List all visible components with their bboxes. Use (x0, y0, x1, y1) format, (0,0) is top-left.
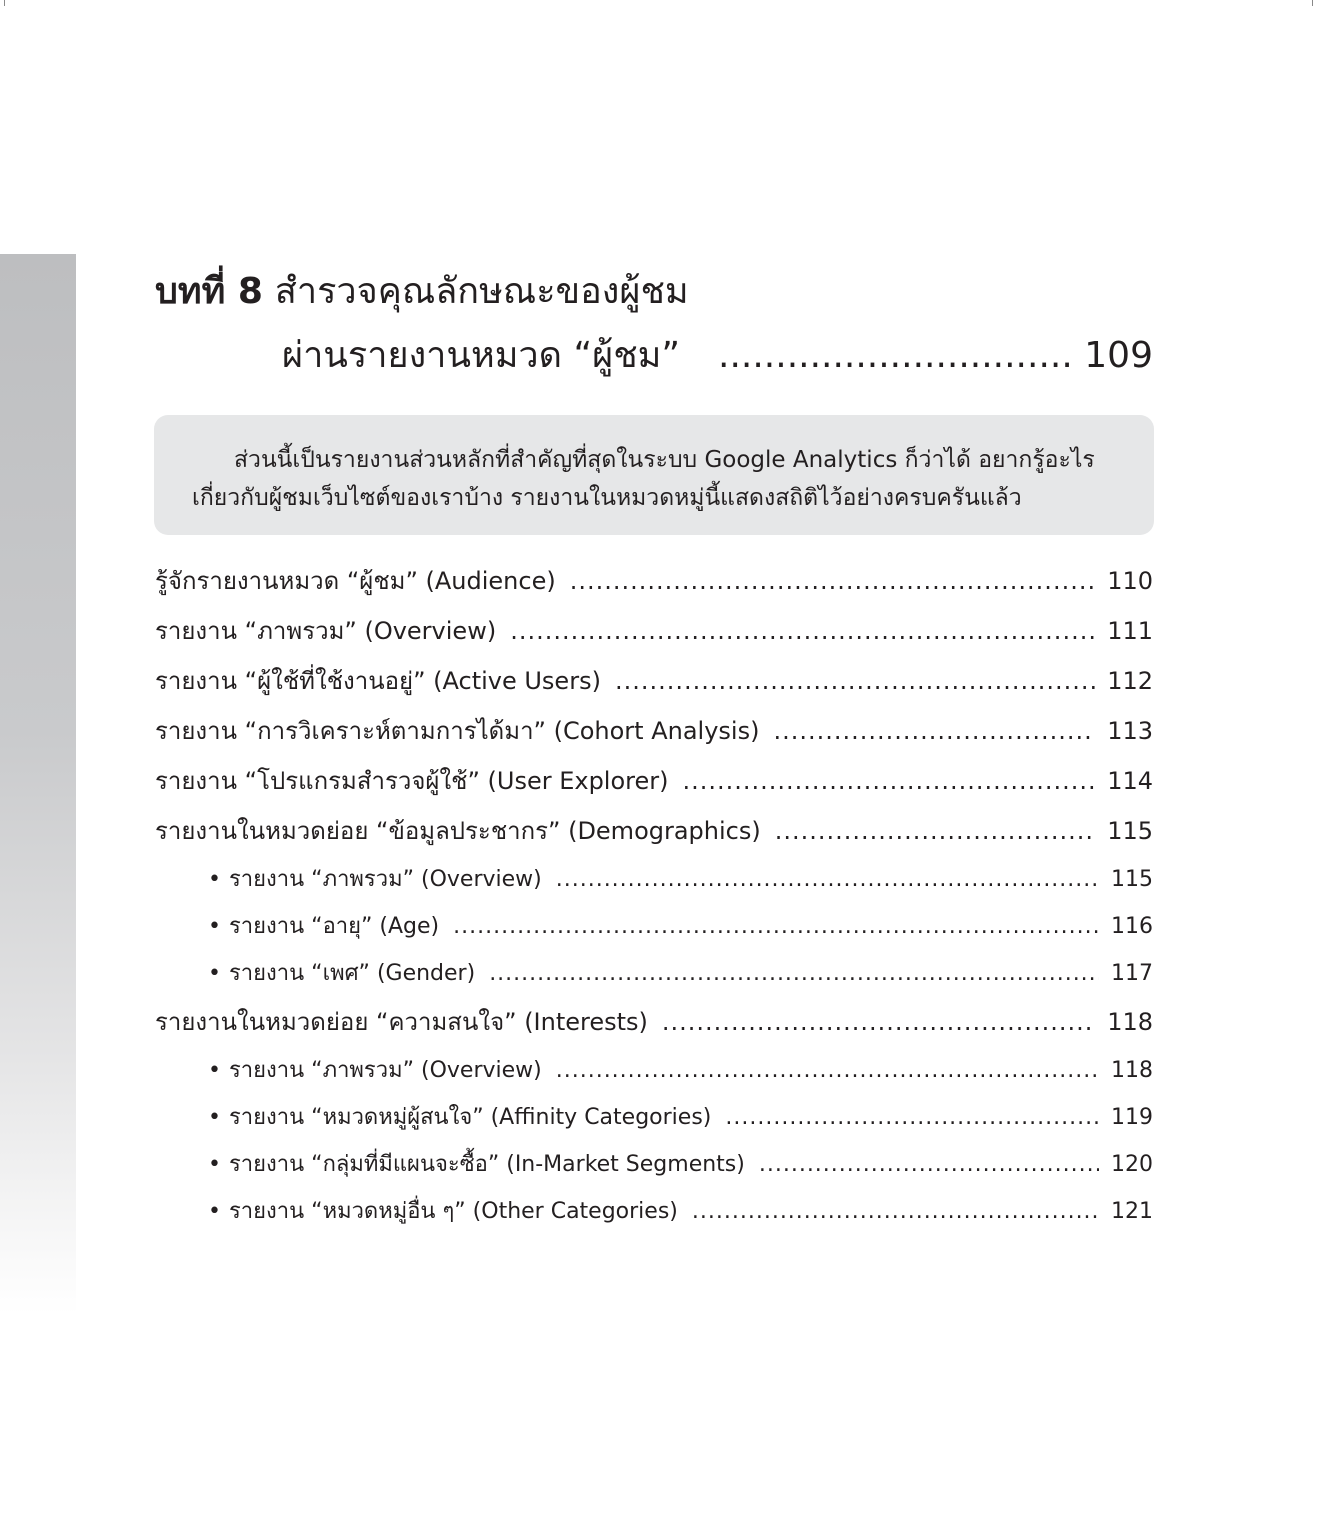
toc-entry-page: 116 (1111, 914, 1153, 939)
toc-entry-page: 118 (1111, 1058, 1153, 1083)
toc-entry-title: รายงาน “หมวดหมู่ผู้สนใจ” (Affinity Categories) (228, 1105, 712, 1130)
bullet-icon: • (208, 1152, 221, 1177)
toc-subentry[interactable] (155, 856, 1153, 903)
toc-entry-title: รู้จักรายงานหมวด “ผู้ชม” (Audience) (155, 567, 556, 595)
crop-mark-left (4, 0, 5, 6)
chapter-page-number: 109 (1084, 335, 1153, 376)
toc-entry[interactable] (155, 806, 1153, 856)
toc-entry[interactable] (155, 706, 1153, 756)
dot-leader (725, 1094, 1099, 1141)
toc-entry-page: 118 (1107, 1008, 1153, 1036)
toc-entry-page: 115 (1107, 817, 1153, 845)
toc-entry-title: รายงาน “โปรแกรมสำรวจผู้ใช้” (User Explorer) (155, 767, 669, 795)
bullet-icon: • (208, 1199, 221, 1224)
toc-subentry[interactable] (155, 903, 1153, 950)
toc-entry-title: รายงาน “หมวดหมู่อื่น ๆ” (Other Categories) (228, 1199, 678, 1224)
bullet-icon: • (208, 1105, 221, 1130)
dot-leader (453, 903, 1099, 950)
toc-entry[interactable] (155, 656, 1153, 706)
toc-entry-title: รายงาน “ผู้ใช้ที่ใช้งานอยู่” (Active Users) (155, 667, 601, 695)
toc-entry-page: 112 (1107, 667, 1153, 695)
toc-entry-title: รายงาน “ภาพรวม” (Overview) (228, 1058, 542, 1083)
chapter-summary-text: ส่วนนี้เป็นรายงานส่วนหลักที่สำคัญที่สุดในระบบ Google Analytics ก็ว่าได้ อยากรู้อะไรเกี่ยวกับผู้ชมเว็บไซต์ของเราบ้าง รายงานในหมวดหมู่นี้แสดงสถิติไว้อย่างครบครันแล้ว (192, 447, 1095, 511)
toc-entry-title: รายงานในหมวดย่อย “ข้อมูลประชากร” (Demographics) (155, 817, 761, 845)
toc-subentry[interactable] (155, 950, 1153, 997)
chapter-title-part-1: สำรวจคุณลักษณะของผู้ชม (274, 271, 689, 312)
toc-entry-page: 113 (1107, 717, 1153, 745)
bullet-icon: • (208, 914, 221, 939)
chapter-heading-line-1 (155, 262, 1153, 322)
bullet-icon: • (208, 961, 221, 986)
dot-leader (683, 756, 1096, 806)
dot-leader (570, 556, 1095, 606)
dot-leader (718, 335, 1070, 376)
toc-entry-title: รายงาน “การวิเคราะห์ตามการได้มา” (Cohort Analysis) (155, 717, 760, 745)
toc-entry-page: 110 (1107, 567, 1153, 595)
toc-entry[interactable] (155, 606, 1153, 656)
toc-entry-page: 115 (1111, 867, 1153, 892)
dot-leader (489, 950, 1099, 997)
dot-leader (662, 997, 1095, 1047)
toc-list (155, 556, 1153, 1235)
toc-entry[interactable] (155, 756, 1153, 806)
dot-leader (615, 656, 1095, 706)
bullet-icon: • (208, 1058, 221, 1083)
toc-entry-title: รายงาน “ภาพรวม” (Overview) (155, 617, 497, 645)
dot-leader (759, 1141, 1099, 1188)
toc-subentry[interactable] (155, 1141, 1153, 1188)
toc-entry-page: 117 (1111, 961, 1153, 986)
toc-entry[interactable] (155, 556, 1153, 606)
chapter-number: บทที่ 8 (155, 271, 263, 312)
chapter-heading (155, 262, 1153, 386)
toc-subentry[interactable] (155, 1094, 1153, 1141)
bullet-icon: • (208, 867, 221, 892)
toc-subentry[interactable] (155, 1188, 1153, 1235)
toc-entry-page: 120 (1111, 1152, 1153, 1177)
crop-mark-right (1312, 0, 1313, 6)
toc-entry-page: 119 (1111, 1105, 1153, 1130)
chapter-summary-box (154, 415, 1154, 535)
toc-entry-title: รายงาน “อายุ” (Age) (228, 914, 440, 939)
toc-entry-title: รายงาน “กลุ่มที่มีแผนจะซื้อ” (In-Market Segments) (228, 1152, 745, 1177)
toc-entry-page: 111 (1107, 617, 1153, 645)
dot-leader (773, 706, 1095, 756)
dot-leader (556, 856, 1099, 903)
toc-entry-page: 114 (1107, 767, 1153, 795)
side-decoration-bar (0, 254, 76, 1314)
toc-entry-title: รายงานในหมวดย่อย “ความสนใจ” (Interests) (155, 1008, 648, 1036)
dot-leader (692, 1188, 1099, 1235)
dot-leader (556, 1047, 1099, 1094)
toc-entry-page: 121 (1111, 1199, 1153, 1224)
chapter-heading-line-2 (155, 326, 1153, 386)
toc-entry[interactable] (155, 997, 1153, 1047)
dot-leader (510, 606, 1095, 656)
chapter-title-part-2: ผ่านรายงานหมวด “ผู้ชม” (282, 335, 681, 376)
toc-entry-title: รายงาน “เพศ” (Gender) (228, 961, 476, 986)
dot-leader (775, 806, 1095, 856)
toc-entry-title: รายงาน “ภาพรวม” (Overview) (228, 867, 542, 892)
toc-subentry[interactable] (155, 1047, 1153, 1094)
